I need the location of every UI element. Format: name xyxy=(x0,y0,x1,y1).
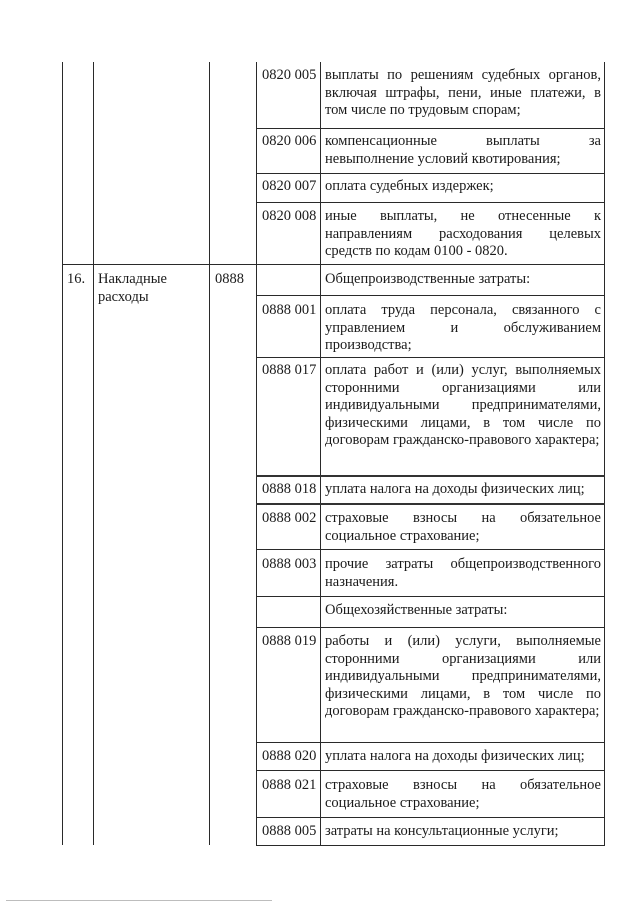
entry-code: 0820 005 xyxy=(262,67,317,83)
column-divider-desc xyxy=(320,62,321,845)
row-separator xyxy=(256,845,605,846)
column-divider-code xyxy=(209,62,210,845)
column-divider-subcode xyxy=(256,62,257,845)
entry-code: 0888 019 xyxy=(262,633,317,649)
entry-description: выплаты по решениям судебных органов, включая штрафы, пени, иные платежи, в том числе по трудовым спорам; xyxy=(325,67,601,119)
entry-description: работы и (или) услуги, выполняемые сторонними организациями или индивидуальными предпринимателями, физическими лицами, в том числе по договорам гражданско-правового характера; xyxy=(325,633,601,720)
row-number: 16. xyxy=(67,271,86,287)
row-code: 0888 xyxy=(215,271,244,287)
row-separator xyxy=(256,627,605,628)
entry-code: 0888 017 xyxy=(262,362,317,378)
row-separator xyxy=(256,549,605,550)
entry-description: уплата налога на доходы физических лиц; xyxy=(325,748,585,764)
entry-code: 0888 002 xyxy=(262,510,317,526)
row-separator xyxy=(256,357,605,358)
section-heading: Общепроизводственные затраты: xyxy=(325,271,531,287)
entry-description: затраты на консультационные услуги; xyxy=(325,823,559,839)
row-separator xyxy=(256,475,605,477)
row-separator xyxy=(256,817,605,818)
entry-code: 0820 007 xyxy=(262,178,317,194)
row-separator xyxy=(256,295,605,296)
entry-description: оплата работ и (или) услуг, выполняемых сторонними организациями или индивидуальными предпринимателями, физическими лицами, в том числе по договорам гражданско-правового характера; xyxy=(325,362,601,449)
entry-description: прочие затраты общепроизводственного назначения. xyxy=(325,556,601,590)
row-separator xyxy=(256,202,605,203)
table-border-right xyxy=(604,62,605,845)
entry-description: страховые взносы на обязательное социальное страхование; xyxy=(325,777,601,811)
entry-code: 0888 003 xyxy=(262,556,317,572)
entry-code: 0888 005 xyxy=(262,823,317,839)
entry-description: оплата судебных издержек; xyxy=(325,178,494,194)
row-separator-16 xyxy=(62,264,605,265)
entry-description: страховые взносы на обязательное социальное страхование; xyxy=(325,510,601,544)
entry-code: 0820 008 xyxy=(262,208,317,224)
entry-code: 0888 018 xyxy=(262,481,317,497)
entry-code: 0888 001 xyxy=(262,302,317,318)
row-name: Накладные расходы xyxy=(98,271,167,305)
entry-code: 0820 006 xyxy=(262,133,317,149)
entry-description: уплата налога на доходы физических лиц; xyxy=(325,481,585,497)
row-separator xyxy=(256,742,605,743)
row-separator xyxy=(256,128,605,129)
section-heading: Общехозяйственные затраты: xyxy=(325,602,508,618)
row-separator xyxy=(256,770,605,771)
column-divider-name xyxy=(93,62,94,845)
footer-divider xyxy=(6,900,272,901)
entry-code: 0888 021 xyxy=(262,777,317,793)
entry-description: оплата труда персонала, связанного с управлением и обслуживанием производства; xyxy=(325,302,601,354)
row-separator xyxy=(256,596,605,597)
table-border-left xyxy=(62,62,63,845)
row-separator xyxy=(256,503,605,505)
entry-description: компенсационные выплаты за невыполнение условий квотирования; xyxy=(325,133,601,167)
entry-description: иные выплаты, не отнесенные к направлениям расходования целевых средств по кодам 0100 - 0820. xyxy=(325,208,601,260)
row-separator xyxy=(256,173,605,174)
entry-code: 0888 020 xyxy=(262,748,317,764)
